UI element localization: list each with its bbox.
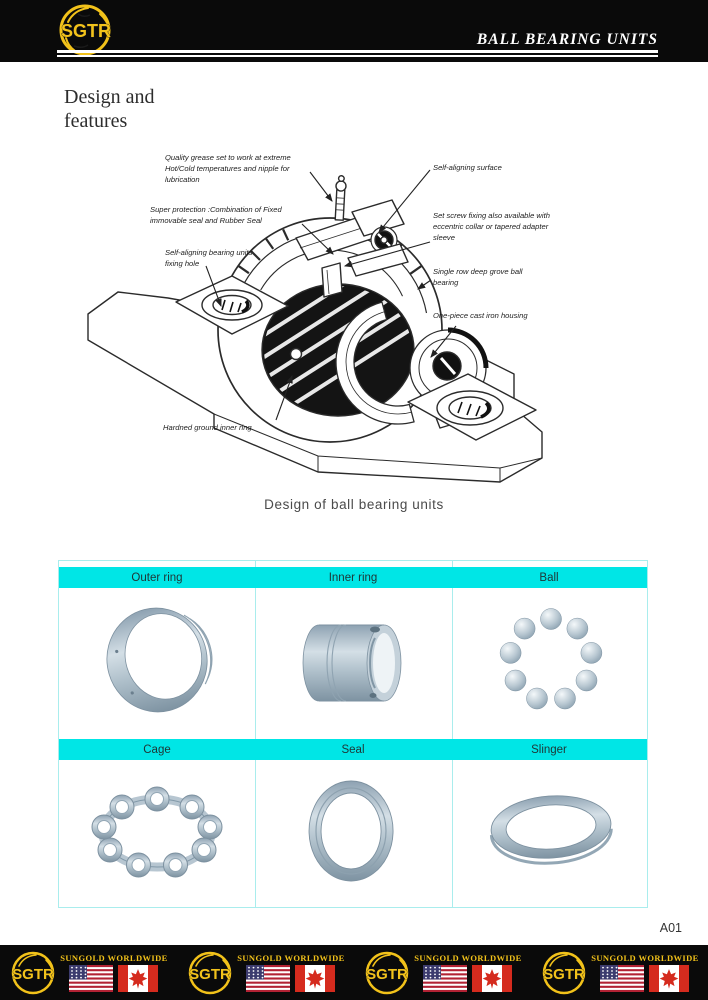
label-ball-bearing: Single row deep grove ball bearing <box>433 267 523 287</box>
ball-cell <box>453 590 649 736</box>
inner-ring-image <box>279 598 429 728</box>
canada-flag-icon <box>118 965 158 992</box>
section-heading: Design and features <box>64 86 155 132</box>
bearing-diagram <box>0 140 708 500</box>
footer-bar <box>0 945 708 1000</box>
footer-tagline: SUNGOLD WORLDWIDE <box>237 953 345 963</box>
header-ball: Ball <box>539 571 559 584</box>
header-inner-ring: Inner ring <box>328 571 378 584</box>
label-surface: Self-aligning surface <box>433 163 502 172</box>
inner-ring-cell <box>256 590 452 736</box>
logo-text: SGTR <box>189 965 232 983</box>
canada-flag-icon <box>472 965 512 992</box>
logo-text: SGTR <box>366 965 409 983</box>
cage-image <box>82 769 232 899</box>
footer-brand-block <box>177 945 354 1000</box>
slinger-image <box>471 769 631 899</box>
header-rule-thick <box>57 50 658 53</box>
logo-text: SGTR <box>60 21 112 41</box>
seal-cell <box>256 761 452 907</box>
page-number: A01 <box>659 921 682 935</box>
label-grease: Quality grease set to work at extreme Hot/Cold temperatures and nipple for lubrication <box>165 153 291 184</box>
footer-brand-block <box>0 945 177 1000</box>
bearing-cutaway-drawing <box>0 140 708 500</box>
us-flag-icon <box>246 965 290 992</box>
us-flag-icon <box>600 965 644 992</box>
outer-ring-cell <box>59 590 255 736</box>
outer-ring-image <box>82 598 232 728</box>
sgtr-logo-icon <box>9 947 57 999</box>
footer-brand-block <box>531 945 708 1000</box>
sgtr-logo-icon <box>186 947 234 999</box>
page-title: BALL BEARING UNITS <box>476 31 658 48</box>
label-seal: Super protection :Combination of Fixed immovable seal and Rubber Seal <box>150 205 282 225</box>
slinger-cell <box>453 761 649 907</box>
footer-brand-block <box>354 945 531 1000</box>
us-flag-icon <box>69 965 113 992</box>
header-slinger: Slinger <box>531 743 567 756</box>
us-flag-icon <box>423 965 467 992</box>
footer-tagline: SUNGOLD WORLDWIDE <box>60 953 168 963</box>
balls-image <box>476 598 626 728</box>
cage-cell <box>59 761 255 907</box>
header-seal: Seal <box>341 743 365 756</box>
header-rule-thin <box>57 55 658 57</box>
label-fixing-hole: Self-aligning bearing units fixing hole <box>165 248 253 268</box>
logo-text: SGTR <box>12 965 55 983</box>
top-header-bar <box>0 0 708 62</box>
diagram-caption: Design of ball bearing units <box>264 497 444 512</box>
canada-flag-icon <box>295 965 335 992</box>
table-header-row-2 <box>59 739 647 760</box>
label-set-screw: Set screw fixing also available with eccentric collar or tapered adapter sleeve <box>433 211 550 242</box>
table-header-row-1 <box>59 567 647 588</box>
footer-tagline: SUNGOLD WORLDWIDE <box>591 953 699 963</box>
header-cage: Cage <box>143 743 171 756</box>
sgtr-logo-icon <box>540 947 588 999</box>
label-housing: One-piece cast iron housing <box>433 311 528 320</box>
header-outer-ring: Outer ring <box>131 571 183 584</box>
components-table <box>58 560 648 908</box>
footer-tagline: SUNGOLD WORLDWIDE <box>414 953 522 963</box>
label-inner-ring: Hardned ground inner ring <box>163 423 252 432</box>
logo-text: SGTR <box>543 965 586 983</box>
seal-image <box>279 769 429 899</box>
canada-flag-icon <box>649 965 689 992</box>
sgtr-logo-icon <box>363 947 411 999</box>
